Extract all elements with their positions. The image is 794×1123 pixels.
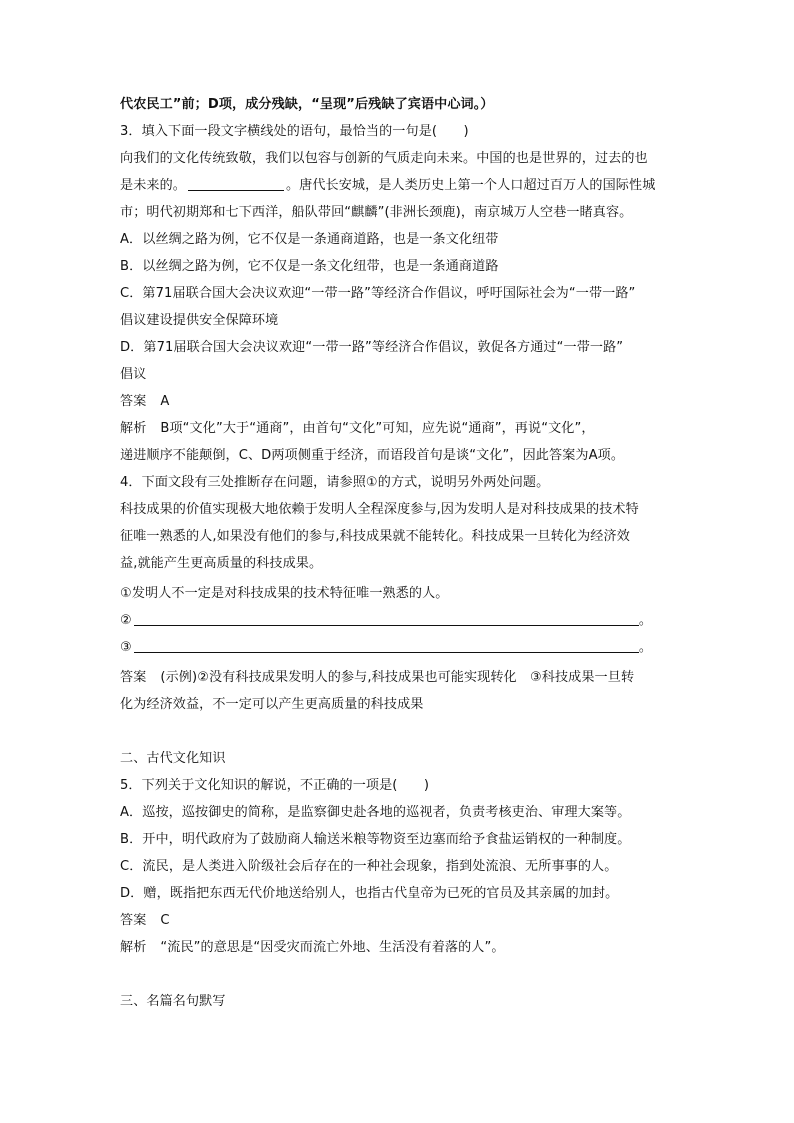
question-3-stem: 3．填入下面一段文字横线处的语句，最恰当的一句是( ) — [120, 124, 469, 139]
text-line: 向我们的文化传统致敬，我们以包容与创新的气质走向未来。中国的也是世界的，过去的也 — [120, 151, 648, 166]
option-d-cont: 倡议 — [120, 367, 147, 382]
explanation-text: “流民”的意思是“因受灾而流亡外地、生活没有着落的人”。 — [160, 940, 505, 955]
explanation-line — [120, 420, 595, 438]
fill-blank — [188, 177, 284, 191]
answer-label: 答案 — [120, 913, 147, 928]
text-line — [120, 177, 655, 195]
explanation-label: 解析 — [120, 940, 147, 955]
answer-value: A — [160, 394, 170, 409]
answer-underline — [134, 639, 639, 653]
answer-line — [120, 912, 170, 930]
item-marker: ② — [120, 613, 132, 628]
question-4-stem: 4．下面文段有三处推断存在问题，请参照①的方式，说明另外两处问题。 — [120, 475, 550, 490]
explanation-label: 解析 — [120, 421, 147, 436]
section-heading: 三、名篇名句默写 — [120, 994, 226, 1009]
option-d: D．第71届联合国大会决议欢迎“一带一路”等经济合作倡议，敦促各方通过“一带一路” — [120, 340, 624, 355]
text-line: 化为经济效益，不一定可以产生更高质量的科技成果 — [120, 697, 424, 712]
answer-value: (示例)②没有科技成果发明人的参与,科技成果也可能实现转化 ③科技成果一旦转 — [160, 670, 635, 685]
item-marker: ③ — [120, 640, 132, 655]
text-line: 市；明代初期郑和七下西洋，船队带回“麒麟”(非洲长颈鹿)，南京城万人空巷一睹真容。 — [120, 205, 633, 220]
answer-label: 答案 — [120, 394, 147, 409]
option-c-cont: 倡议建设提供安全保障环境 — [120, 313, 279, 328]
answer-underline — [134, 612, 639, 626]
answer-line — [120, 669, 634, 687]
text-fragment: 。唐代长安城，是人类历史上第一个人口超过百万人的国际性城 — [285, 178, 656, 193]
question-5-stem: 5．下列关于文化知识的解说，不正确的一项是( ) — [120, 778, 430, 793]
answer-label: 答案 — [120, 670, 147, 685]
text-line: 代农民工”前；D项，成分残缺，“呈现”后残缺了宾语中心词。） — [120, 97, 494, 112]
explanation-text: B项“文化”大于“通商”，由首句“文化”可知，应先说“通商”，再说“文化”， — [160, 421, 595, 436]
section-heading: 二、古代文化知识 — [120, 751, 226, 766]
option-a: A．以丝绸之路为例，它不仅是一条通商道路，也是一条文化纽带 — [120, 232, 499, 247]
item-2 — [120, 612, 652, 630]
item-3 — [120, 639, 652, 657]
explanation-line — [120, 939, 505, 957]
option-a: A．巡按，巡按御史的简称，是监察御史赴各地的巡视者，负责考核吏治、审理大案等。 — [120, 805, 631, 820]
item-end: 。 — [638, 640, 653, 655]
text-line: 科技成果的价值实现极大地依赖于发明人全程深度参与,因为发明人是对科技成果的技术特 — [120, 502, 639, 517]
item-1: ①发明人不一定是对科技成果的技术特征唯一熟悉的人。 — [120, 586, 449, 601]
option-c: C．流民，是人类进入阶级社会后存在的一种社会现象，指到处流浪、无所事事的人。 — [120, 859, 618, 874]
text-fragment: 是未来的。 — [120, 178, 186, 193]
text-line: 递进顺序不能颠倒，C、D两项侧重于经济，而语段首句是谈“文化”，因此答案为A项。 — [120, 448, 625, 463]
text-line: 征唯一熟悉的人,如果没有他们的参与,科技成果就不能转化。科技成果一旦转化为经济效 — [120, 529, 630, 544]
answer-value: C — [160, 913, 170, 928]
option-d: D．赠，既指把东西无代价地送给别人，也指古代皇帝为已死的官员及其亲属的加封。 — [120, 886, 619, 901]
item-end: 。 — [638, 613, 653, 628]
text-line: 益,就能产生更高质量的科技成果。 — [120, 556, 323, 571]
answer-line — [120, 393, 169, 411]
option-b: B．开中，明代政府为了鼓励商人输送米粮等物资至边塞而给予食盐运销权的一种制度。 — [120, 832, 631, 847]
option-c: C．第71届联合国大会决议欢迎“一带一路”等经济合作倡议，呼吁国际社会为“一带一路” — [120, 286, 636, 301]
option-b: B．以丝绸之路为例，它不仅是一条文化纽带，也是一条通商道路 — [120, 259, 499, 274]
